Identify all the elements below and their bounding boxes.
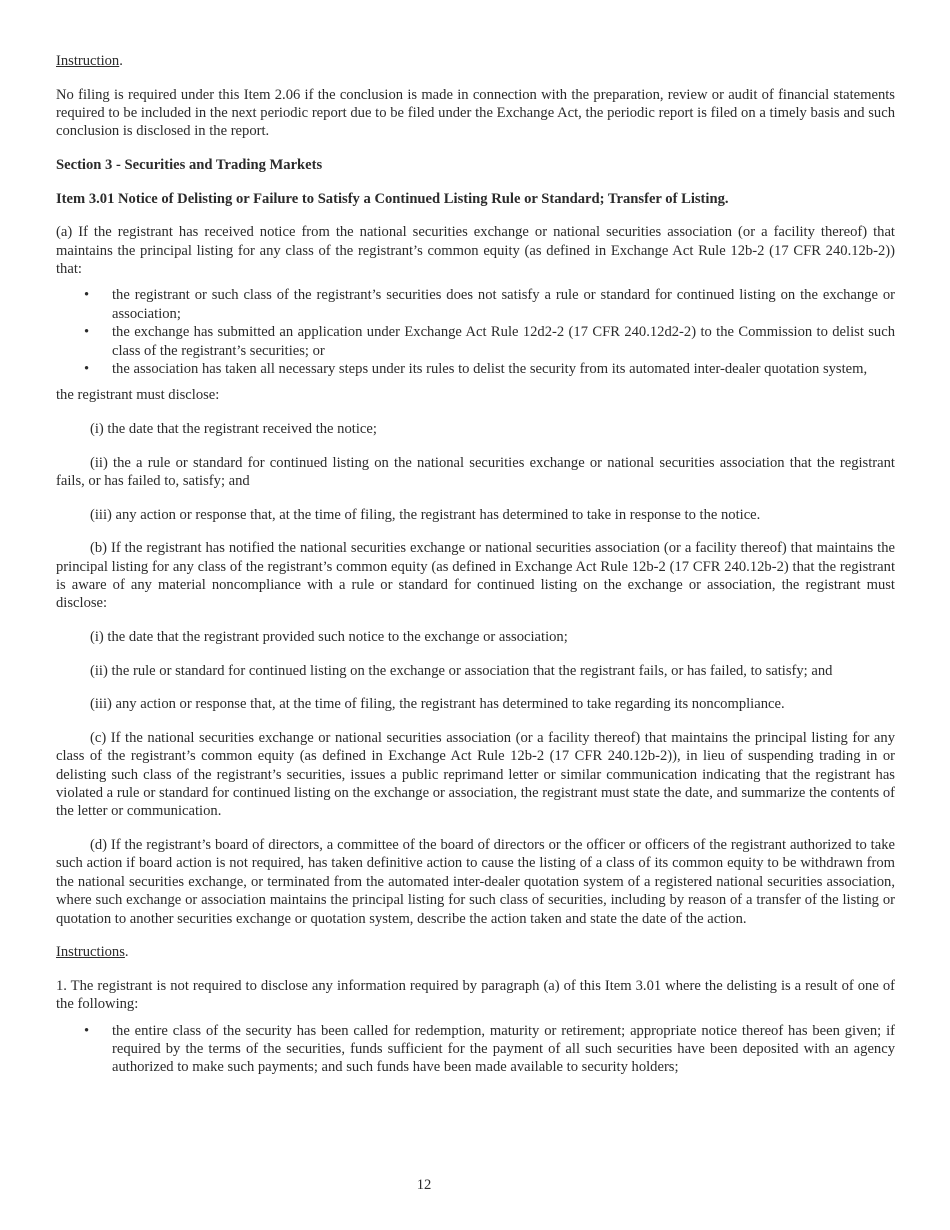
list-item-text: the registrant or such class of the registrant’s securities does not satisfy a rule or standard for continued listing on the exchange or association; [112, 287, 895, 322]
list-item [56, 286, 895, 323]
instructions-heading: Instructions [56, 944, 125, 961]
instructions-heading-line: Instructions. [56, 944, 129, 961]
section-heading: Section 3 - Securities and Trading Markets [56, 157, 323, 173]
paragraph-b-ii: (ii) the rule or standard for continued listing on the exchange or association that the registrant fails, or has failed, to satisfy; and [90, 662, 833, 679]
bullet-list-a [56, 286, 895, 378]
bullet-icon: • [84, 361, 90, 378]
instruction-text: No filing is required under this Item 2.06 if the conclusion is made in connection with the preparation, review or audit of financial statements required to be included in the next periodic report due to be filed under the Exchange Act, the periodic report is filed on a timely basis and such conclusion is disclosed in the report. [56, 86, 895, 140]
list-item [56, 323, 895, 360]
item-heading: Item 3.01 Notice of Delisting or Failure to Satisfy a Continued Listing Rule or Standard; Transfer of Listing. [56, 190, 729, 207]
paragraph-a-iii: (iii) any action or response that, at the time of filing, the registrant has determined to take in response to the notice. [90, 506, 761, 523]
bullet-icon: • [84, 1022, 90, 1039]
instruction-heading-line: Instruction. [56, 53, 123, 69]
paragraph-b: (b) If the registrant has notified the national securities exchange or national securities association (or a facility thereof) that maintains the principal listing for any class of the registrant’s common equity (as defined in Exchange Act Rule 12b-2 (17 CFR 240.12b-2) that the registrant is aware of any material noncompliance with a rule or standard for continued listing on the exchange or association, the registrant must disclose: [56, 540, 895, 612]
list-item [56, 360, 895, 378]
document-body [56, 52, 895, 1085]
bullet-icon: • [84, 324, 90, 341]
paragraph-b-iii: (iii) any action or response that, at the time of filing, the registrant has determined to take regarding its noncompliance. [90, 696, 785, 713]
paragraph-a: (a) If the registrant has received notice from the national securities exchange or national securities association (or a facility thereof) that maintains the principal listing for any class of the registrant’s common equity (as defined in Exchange Act Rule 12b-2 (17 CFR 240.12b-2)) that: [56, 224, 895, 277]
list-item-text: the exchange has submitted an application under Exchange Act Rule 12d2-2 (17 CFR 240.12d2-2) to the Commission to delist such class of the registrant’s securities; or [112, 324, 895, 359]
paragraph-a-i: (i) the date that the registrant received the notice; [90, 421, 377, 438]
list-item-text: the association has taken all necessary steps under its rules to delist the security from its automated inter-dealer quotation system, [112, 361, 868, 378]
paragraph-a-ii: (ii) the a rule or standard for continued listing on the national securities exchange or national securities association that the registrant fails, or has failed to, satisfy; and [56, 454, 895, 490]
instruction-1: 1. The registrant is not required to disclose any information required by paragraph (a) of this Item 3.01 where the delisting is a result of one of the following: [56, 977, 895, 1013]
page-number: 12 [416, 1177, 432, 1193]
paragraph-c: (c) If the national securities exchange or national securities association (or a facility thereof) that maintains the principal listing for any class of the registrant’s common equity (as defined in Exchange Act Rule 12b-2 (17 CFR 240.12b-2)), in lieu of suspending trading in or delisting such class of the registrant’s securities, issues a public reprimand letter or similar communication indicating that the registrant has violated a rule or standard for continued listing on the exchange or association, the registrant must state the date, and summarize the contents of the letter or communication. [56, 729, 895, 820]
list-item [56, 1022, 895, 1077]
bullet-list-instructions [56, 1022, 895, 1077]
instruction-heading: Instruction [56, 53, 120, 69]
must-disclose-text: the registrant must disclose: [56, 387, 220, 404]
paragraph-b-i: (i) the date that the registrant provided such notice to the exchange or association; [90, 629, 568, 646]
list-item-text: the entire class of the security has been called for redemption, maturity or retirement; appropriate notice thereof has been given; if required by the terms of the securities, funds sufficient for the payment of all such securities have been deposited with an agency authorized to make such payments; and such funds have been made available to security holders; [112, 1022, 895, 1076]
bullet-icon: • [84, 287, 90, 304]
paragraph-d: (d) If the registrant’s board of directors, a committee of the board of directors or the officer or officers of the registrant authorized to take such action if board action is not required, has taken definitive action to cause the listing of a class of its common equity to be withdrawn from the national securities exchange, or terminated from the automated inter-dealer quotation system of a registered national securities association, where such exchange or association maintains the principal listing for such class of securities, including by reason of a transfer of the listing or quotation to another securities exchange or quotation system, describe the action taken and state the date of the action. [56, 837, 895, 927]
